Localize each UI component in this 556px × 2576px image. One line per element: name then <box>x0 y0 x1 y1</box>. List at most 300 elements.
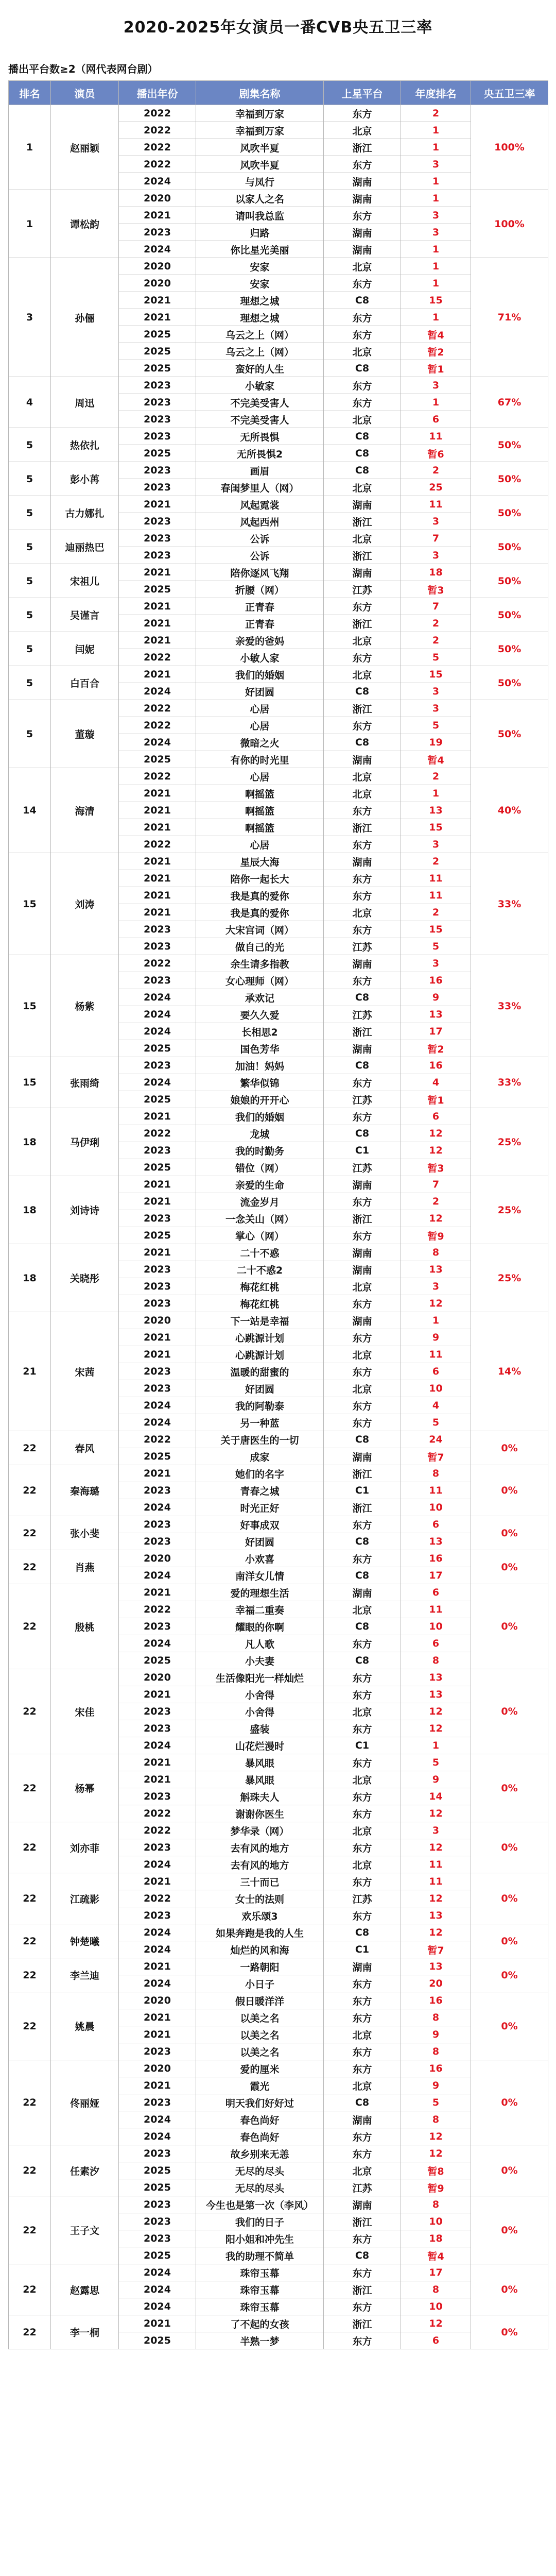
header-drama: 剧集名称 <box>196 81 324 105</box>
rank-cell: 21 <box>9 1312 51 1431</box>
table-row <box>9 1754 548 1771</box>
table-header-row <box>9 81 548 105</box>
actor-cell: 李一桐 <box>51 2315 119 2349</box>
annual-rank-cell: 1 <box>401 785 471 802</box>
drama-cell: 霞光 <box>196 2077 324 2094</box>
table-row <box>9 2315 548 2332</box>
platform-cell: 湖南 <box>324 1312 401 1329</box>
rate-cell: 100% <box>471 105 548 190</box>
annual-rank-cell: 2 <box>401 632 471 649</box>
platform-cell: C8 <box>324 1618 401 1635</box>
year-cell: 2024 <box>119 1006 196 1023</box>
year-cell: 2023 <box>119 1482 196 1499</box>
drama-cell: 三十而已 <box>196 1873 324 1890</box>
annual-rank-cell: 4 <box>401 1074 471 1091</box>
rank-cell: 1 <box>9 105 51 190</box>
drama-cell: 你比星光美丽 <box>196 241 324 258</box>
year-cell: 2023 <box>119 972 196 989</box>
drama-cell: 蛮好的人生 <box>196 360 324 377</box>
rank-cell: 22 <box>9 1584 51 1669</box>
drama-cell: 小敏家 <box>196 377 324 394</box>
platform-cell: 东方 <box>324 275 401 292</box>
annual-rank-cell: 1 <box>401 173 471 190</box>
annual-rank-cell: 1 <box>401 241 471 258</box>
platform-cell: C8 <box>324 1924 401 1941</box>
rate-cell: 0% <box>471 1669 548 1754</box>
drama-cell: 斛珠夫人 <box>196 1788 324 1805</box>
platform-cell: 东方 <box>324 2332 401 2349</box>
drama-cell: 心居 <box>196 836 324 853</box>
actor-cell: 赵丽颖 <box>51 105 119 190</box>
actor-cell: 热依扎 <box>51 428 119 462</box>
drama-cell: 以家人之名 <box>196 190 324 207</box>
drama-cell: 女士的法则 <box>196 1890 324 1907</box>
annual-rank-cell: 3 <box>401 1278 471 1295</box>
platform-cell: 北京 <box>324 1703 401 1720</box>
platform-cell: 东方 <box>324 309 401 326</box>
platform-cell: 江苏 <box>324 1159 401 1176</box>
table-row <box>9 1516 548 1533</box>
platform-cell: C8 <box>324 734 401 751</box>
platform-cell: 东方 <box>324 921 401 938</box>
platform-cell: C8 <box>324 989 401 1006</box>
platform-cell: 东方 <box>324 1516 401 1533</box>
year-cell: 2021 <box>119 292 196 309</box>
annual-rank-cell: 16 <box>401 1057 471 1074</box>
year-cell: 2025 <box>119 1227 196 1244</box>
platform-cell: 北京 <box>324 1601 401 1618</box>
header-annual-rank: 年度排名 <box>401 81 471 105</box>
drama-cell: 爱的厘米 <box>196 2060 324 2077</box>
platform-cell: 东方 <box>324 2298 401 2315</box>
platform-cell: 北京 <box>324 1856 401 1873</box>
drama-cell: 与凤行 <box>196 173 324 190</box>
annual-rank-cell: 16 <box>401 1550 471 1567</box>
drama-cell: 如果奔跑是我的人生 <box>196 1924 324 1941</box>
year-cell: 2022 <box>119 768 196 785</box>
rank-cell: 22 <box>9 1465 51 1516</box>
year-cell: 2021 <box>119 1584 196 1601</box>
drama-cell: 去有风的地方 <box>196 1856 324 1873</box>
table-row <box>9 1312 548 1329</box>
rate-cell: 0% <box>471 2264 548 2315</box>
annual-rank-cell: 3 <box>401 683 471 700</box>
rate-cell: 50% <box>471 666 548 700</box>
drama-cell: 阳小姐和冲先生 <box>196 2230 324 2247</box>
drama-cell: 娘娘的开开心 <box>196 1091 324 1108</box>
annual-rank-cell: 12 <box>401 2315 471 2332</box>
year-cell: 2023 <box>119 530 196 547</box>
drama-cell: 安家 <box>196 258 324 275</box>
annual-rank-cell: 13 <box>401 1669 471 1686</box>
drama-cell: 风起西州 <box>196 513 324 530</box>
annual-rank-cell: 12 <box>401 1142 471 1159</box>
platform-cell: 北京 <box>324 1346 401 1363</box>
actor-cell: 肖燕 <box>51 1550 119 1584</box>
drama-cell: 明天我们好好过 <box>196 2094 324 2111</box>
platform-cell: 东方 <box>324 802 401 819</box>
drama-cell: 心跳源计划 <box>196 1329 324 1346</box>
platform-cell: C8 <box>324 462 401 479</box>
annual-rank-cell: 3 <box>401 955 471 972</box>
platform-cell: 北京 <box>324 2026 401 2043</box>
year-cell: 2021 <box>119 2315 196 2332</box>
annual-rank-cell: 暂1 <box>401 360 471 377</box>
year-cell: 2023 <box>119 1907 196 1924</box>
year-cell: 2023 <box>119 1618 196 1635</box>
year-cell: 2021 <box>119 819 196 836</box>
year-cell: 2023 <box>119 394 196 411</box>
platform-cell: 东方 <box>324 1669 401 1686</box>
platform-cell: 湖南 <box>324 224 401 241</box>
platform-cell: 东方 <box>324 2128 401 2145</box>
annual-rank-cell: 11 <box>401 1482 471 1499</box>
drama-cell: 我的阿勒泰 <box>196 1397 324 1414</box>
drama-cell: 半熟一梦 <box>196 2332 324 2349</box>
actor-cell: 江疏影 <box>51 1873 119 1924</box>
annual-rank-cell: 19 <box>401 734 471 751</box>
year-cell: 2024 <box>119 989 196 1006</box>
drama-cell: 以美之名 <box>196 2009 324 2026</box>
platform-cell: 东方 <box>324 207 401 224</box>
platform-cell: 东方 <box>324 887 401 904</box>
annual-rank-cell: 2 <box>401 1193 471 1210</box>
year-cell: 2025 <box>119 1448 196 1465</box>
drama-cell: 我们的婚姻 <box>196 1108 324 1125</box>
platform-cell: 湖南 <box>324 2196 401 2213</box>
year-cell: 2021 <box>119 870 196 887</box>
drama-cell: 我们的婚姻 <box>196 666 324 683</box>
rank-cell: 5 <box>9 496 51 530</box>
rank-cell: 22 <box>9 1958 51 1992</box>
drama-cell: 做自己的光 <box>196 938 324 955</box>
drama-cell: 心居 <box>196 768 324 785</box>
drama-cell: 风吹半夏 <box>196 139 324 156</box>
actor-cell: 张雨绮 <box>51 1057 119 1108</box>
year-cell: 2020 <box>119 190 196 207</box>
platform-cell: 湖南 <box>324 1176 401 1193</box>
annual-rank-cell: 暂4 <box>401 326 471 343</box>
actor-cell: 秦海璐 <box>51 1465 119 1516</box>
actor-cell: 佟丽娅 <box>51 2060 119 2145</box>
annual-rank-cell: 11 <box>401 1346 471 1363</box>
annual-rank-cell: 13 <box>401 1958 471 1975</box>
drama-cell: 青春之城 <box>196 1482 324 1499</box>
platform-cell: 东方 <box>324 394 401 411</box>
year-cell: 2023 <box>119 1720 196 1737</box>
annual-rank-cell: 5 <box>401 938 471 955</box>
year-cell: 2024 <box>119 1856 196 1873</box>
year-cell: 2024 <box>119 683 196 700</box>
drama-cell: 以美之名 <box>196 2043 324 2060</box>
annual-rank-cell: 3 <box>401 836 471 853</box>
drama-cell: 暴风眼 <box>196 1771 324 1788</box>
year-cell: 2021 <box>119 1346 196 1363</box>
annual-rank-cell: 10 <box>401 1499 471 1516</box>
table-row <box>9 1924 548 1941</box>
drama-cell: 心居 <box>196 717 324 734</box>
annual-rank-cell: 1 <box>401 1312 471 1329</box>
annual-rank-cell: 9 <box>401 2077 471 2094</box>
rate-cell: 0% <box>471 1754 548 1822</box>
annual-rank-cell: 15 <box>401 292 471 309</box>
platform-cell: 东方 <box>324 105 401 122</box>
year-cell: 2022 <box>119 1431 196 1448</box>
annual-rank-cell: 6 <box>401 1635 471 1652</box>
rate-cell: 50% <box>471 632 548 666</box>
year-cell: 2023 <box>119 1703 196 1720</box>
platform-cell: 东方 <box>324 1907 401 1924</box>
year-cell: 2021 <box>119 615 196 632</box>
table-row <box>9 1108 548 1125</box>
rank-cell: 22 <box>9 1754 51 1822</box>
rate-cell: 33% <box>471 955 548 1057</box>
table-row <box>9 530 548 547</box>
table-row <box>9 853 548 870</box>
drama-cell: 长相思2 <box>196 1023 324 1040</box>
platform-cell: 湖南 <box>324 173 401 190</box>
year-cell: 2022 <box>119 649 196 666</box>
table-row <box>9 2264 548 2281</box>
table-row <box>9 1822 548 1839</box>
actor-cell: 杨幂 <box>51 1754 119 1822</box>
platform-cell: 东方 <box>324 1397 401 1414</box>
year-cell: 2021 <box>119 496 196 513</box>
annual-rank-cell: 2 <box>401 768 471 785</box>
platform-cell: 东方 <box>324 1635 401 1652</box>
table-body <box>9 105 548 2349</box>
year-cell: 2022 <box>119 1805 196 1822</box>
year-cell: 2021 <box>119 1329 196 1346</box>
annual-rank-cell: 1 <box>401 190 471 207</box>
rank-cell: 15 <box>9 853 51 955</box>
annual-rank-cell: 12 <box>401 1125 471 1142</box>
drama-cell: 幸福二重奏 <box>196 1601 324 1618</box>
annual-rank-cell: 7 <box>401 598 471 615</box>
annual-rank-cell: 1 <box>401 122 471 139</box>
platform-cell: 东方 <box>324 2009 401 2026</box>
year-cell: 2023 <box>119 1261 196 1278</box>
platform-cell: 浙江 <box>324 513 401 530</box>
platform-cell: 湖南 <box>324 1040 401 1057</box>
actor-cell: 张小斐 <box>51 1516 119 1550</box>
drama-cell: 耀眼的你啊 <box>196 1618 324 1635</box>
year-cell: 2021 <box>119 1465 196 1482</box>
rank-cell: 4 <box>9 377 51 428</box>
actor-cell: 刘亦菲 <box>51 1822 119 1873</box>
year-cell: 2023 <box>119 1142 196 1159</box>
drama-cell: 小欢喜 <box>196 1550 324 1567</box>
platform-cell: 江苏 <box>324 1006 401 1023</box>
rank-cell: 5 <box>9 462 51 496</box>
drama-cell: 理想之城 <box>196 309 324 326</box>
rank-cell: 5 <box>9 598 51 632</box>
platform-cell: 东方 <box>324 1839 401 1856</box>
annual-rank-cell: 4 <box>401 1397 471 1414</box>
platform-cell: 东方 <box>324 1873 401 1890</box>
platform-cell: 浙江 <box>324 700 401 717</box>
drama-cell: 幸福到万家 <box>196 122 324 139</box>
drama-cell: 公诉 <box>196 530 324 547</box>
annual-rank-cell: 6 <box>401 1584 471 1601</box>
table-row <box>9 1057 548 1074</box>
year-cell: 2024 <box>119 2281 196 2298</box>
rate-cell: 0% <box>471 1924 548 1958</box>
platform-cell: C8 <box>324 1431 401 1448</box>
rank-cell: 22 <box>9 1992 51 2060</box>
annual-rank-cell: 1 <box>401 139 471 156</box>
annual-rank-cell: 16 <box>401 972 471 989</box>
year-cell: 2022 <box>119 955 196 972</box>
annual-rank-cell: 1 <box>401 309 471 326</box>
platform-cell: 湖南 <box>324 496 401 513</box>
drama-cell: 无所畏惧 <box>196 428 324 445</box>
table-row <box>9 598 548 615</box>
rank-cell: 22 <box>9 1822 51 1873</box>
drama-cell: 啊摇篮 <box>196 802 324 819</box>
rate-cell: 0% <box>471 1584 548 1669</box>
annual-rank-cell: 12 <box>401 1924 471 1941</box>
year-cell: 2025 <box>119 1652 196 1669</box>
platform-cell: 湖南 <box>324 1958 401 1975</box>
platform-cell: C8 <box>324 292 401 309</box>
drama-cell: 乌云之上（网） <box>196 343 324 360</box>
table-row <box>9 2060 548 2077</box>
platform-cell: 北京 <box>324 1771 401 1788</box>
rate-cell: 50% <box>471 462 548 496</box>
platform-cell: 东方 <box>324 1108 401 1125</box>
drama-cell: 山花烂漫时 <box>196 1737 324 1754</box>
platform-cell: 东方 <box>324 1074 401 1091</box>
table-row <box>9 190 548 207</box>
platform-cell: 东方 <box>324 649 401 666</box>
annual-rank-cell: 16 <box>401 2060 471 2077</box>
annual-rank-cell: 25 <box>401 479 471 496</box>
drama-cell: 一路朝阳 <box>196 1958 324 1975</box>
rate-cell: 0% <box>471 1958 548 1992</box>
platform-cell: 东方 <box>324 326 401 343</box>
table-row <box>9 1431 548 1448</box>
platform-cell: 浙江 <box>324 1210 401 1227</box>
year-cell: 2021 <box>119 309 196 326</box>
platform-cell: 东方 <box>324 377 401 394</box>
table-row <box>9 462 548 479</box>
platform-cell: C8 <box>324 1533 401 1550</box>
table-row <box>9 1669 548 1686</box>
annual-rank-cell: 12 <box>401 1720 471 1737</box>
actor-cell: 白百合 <box>51 666 119 700</box>
drama-cell: 小舍得 <box>196 1686 324 1703</box>
drama-cell: 爱的理想生活 <box>196 1584 324 1601</box>
platform-cell: 江苏 <box>324 938 401 955</box>
platform-cell: 北京 <box>324 904 401 921</box>
rate-cell: 50% <box>471 598 548 632</box>
annual-rank-cell: 11 <box>401 1873 471 1890</box>
annual-rank-cell: 11 <box>401 1856 471 1873</box>
year-cell: 2023 <box>119 2145 196 2162</box>
annual-rank-cell: 2 <box>401 853 471 870</box>
drama-cell: 国色芳华 <box>196 1040 324 1057</box>
table-row <box>9 564 548 581</box>
annual-rank-cell: 暂4 <box>401 751 471 768</box>
drama-cell: 我的助理不简单 <box>196 2247 324 2264</box>
drama-cell: 啊摇篮 <box>196 819 324 836</box>
annual-rank-cell: 7 <box>401 1176 471 1193</box>
annual-rank-cell: 暂7 <box>401 1448 471 1465</box>
platform-cell: 北京 <box>324 785 401 802</box>
platform-cell: 东方 <box>324 1788 401 1805</box>
platform-cell: C1 <box>324 1482 401 1499</box>
drama-cell: 欢乐颂3 <box>196 1907 324 1924</box>
year-cell: 2021 <box>119 1108 196 1125</box>
rank-cell: 1 <box>9 190 51 258</box>
rank-cell: 5 <box>9 700 51 768</box>
actor-cell: 宋佳 <box>51 1669 119 1754</box>
table-row <box>9 768 548 785</box>
year-cell: 2021 <box>119 1771 196 1788</box>
year-cell: 2023 <box>119 513 196 530</box>
annual-rank-cell: 3 <box>401 547 471 564</box>
drama-cell: 安家 <box>196 275 324 292</box>
year-cell: 2023 <box>119 1516 196 1533</box>
annual-rank-cell: 3 <box>401 224 471 241</box>
header-platform: 上星平台 <box>324 81 401 105</box>
drama-cell: 大宋宫词（网） <box>196 921 324 938</box>
year-cell: 2022 <box>119 139 196 156</box>
drama-cell: 我是真的爱你 <box>196 904 324 921</box>
rank-cell: 22 <box>9 2264 51 2315</box>
drama-cell: 生活像阳光一样灿烂 <box>196 1669 324 1686</box>
year-cell: 2023 <box>119 2043 196 2060</box>
year-cell: 2021 <box>119 564 196 581</box>
annual-rank-cell: 3 <box>401 207 471 224</box>
platform-cell: 北京 <box>324 666 401 683</box>
year-cell: 2021 <box>119 2026 196 2043</box>
actor-cell: 古力娜扎 <box>51 496 119 530</box>
drama-cell: 她们的名字 <box>196 1465 324 1482</box>
platform-cell: C1 <box>324 1142 401 1159</box>
platform-cell: 东方 <box>324 1329 401 1346</box>
platform-cell: 东方 <box>324 972 401 989</box>
platform-cell: C8 <box>324 428 401 445</box>
annual-rank-cell: 5 <box>401 717 471 734</box>
annual-rank-cell: 3 <box>401 377 471 394</box>
rate-cell: 50% <box>471 564 548 598</box>
drama-cell: 陪你逐风飞翔 <box>196 564 324 581</box>
rate-cell: 50% <box>471 530 548 564</box>
table-row <box>9 666 548 683</box>
rate-cell: 0% <box>471 1873 548 1924</box>
platform-cell: 北京 <box>324 1278 401 1295</box>
platform-cell: 北京 <box>324 530 401 547</box>
platform-cell: 东方 <box>324 2043 401 2060</box>
platform-cell: C8 <box>324 445 401 462</box>
drama-cell: 珠帘玉幕 <box>196 2281 324 2298</box>
platform-cell: 东方 <box>324 1414 401 1431</box>
platform-cell: 湖南 <box>324 564 401 581</box>
year-cell: 2025 <box>119 326 196 343</box>
header-actor: 演员 <box>51 81 119 105</box>
drama-cell: 我的时勤务 <box>196 1142 324 1159</box>
drama-cell: 幸福到万家 <box>196 105 324 122</box>
annual-rank-cell: 暂8 <box>401 2162 471 2179</box>
platform-cell: 东方 <box>324 1227 401 1244</box>
year-cell: 2021 <box>119 2009 196 2026</box>
drama-cell: 下一站是幸福 <box>196 1312 324 1329</box>
annual-rank-cell: 暂9 <box>401 1227 471 1244</box>
year-cell: 2025 <box>119 2179 196 2196</box>
actor-cell: 刘诗诗 <box>51 1176 119 1244</box>
